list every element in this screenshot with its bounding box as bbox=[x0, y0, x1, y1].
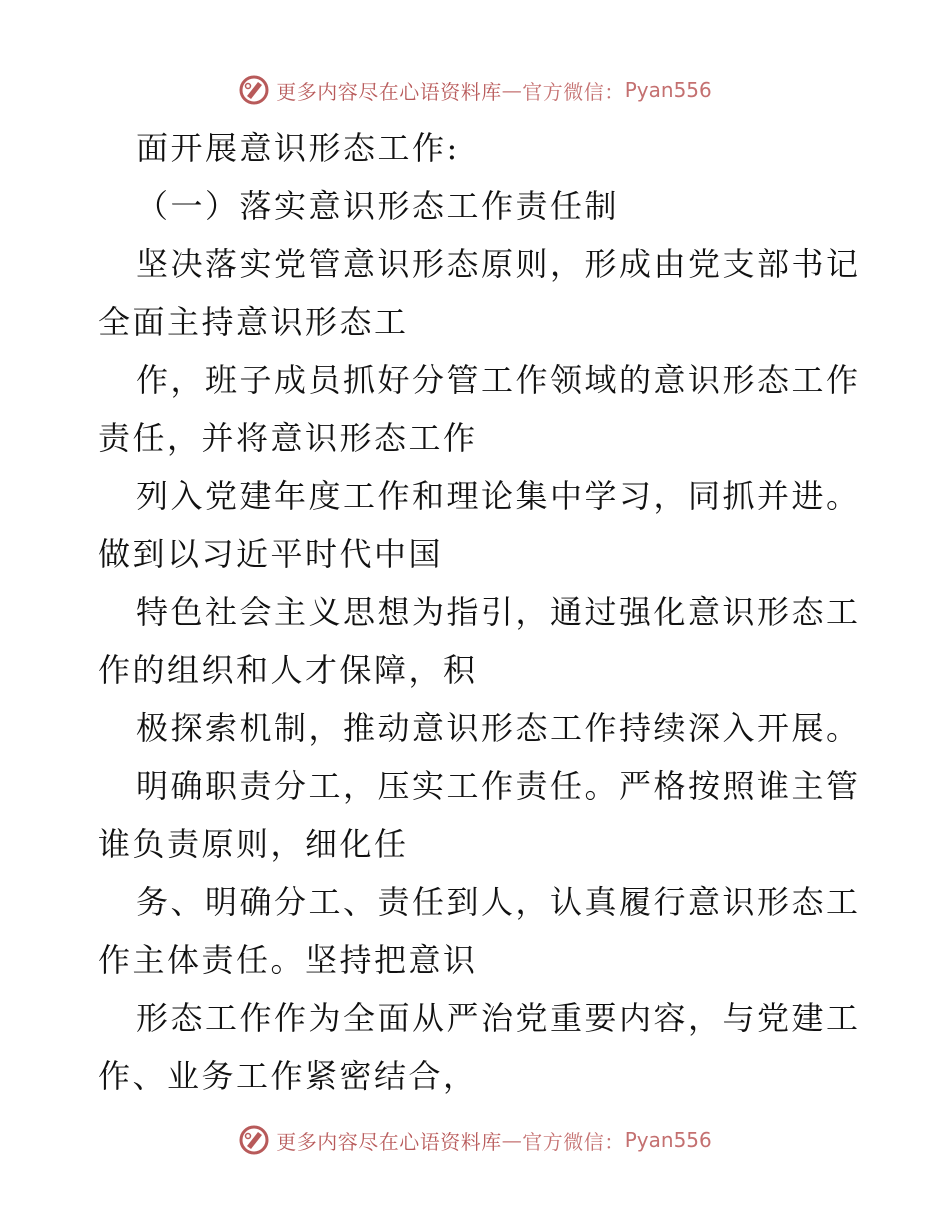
text-line: 作的组织和人才保障，积 bbox=[98, 651, 478, 689]
text-line: 务、明确分工、责任到人，认真履行意识形态工 bbox=[136, 883, 861, 921]
header-watermark bbox=[0, 70, 950, 110]
text-line: 列入党建年度工作和理论集中学习，同抓并进。 bbox=[136, 477, 861, 515]
text-line: 谁负责原则，细化任 bbox=[98, 825, 409, 863]
text-line: 极探索机制，推动意识形态工作持续深入开展。 bbox=[136, 709, 861, 747]
brand-logo-icon bbox=[238, 74, 270, 106]
brand-logo-icon bbox=[238, 1124, 270, 1156]
text-line: 作、业务工作紧密结合， bbox=[98, 1057, 478, 1095]
text-line: 作，班子成员抓好分管工作领域的意识形态工作 bbox=[136, 361, 861, 399]
text-line: 作主体责任。坚持把意识 bbox=[98, 941, 478, 979]
text-line: 做到以习近平时代中国 bbox=[98, 535, 444, 573]
text-line: 责任，并将意识形态工作 bbox=[98, 419, 478, 457]
watermark-main-text: 更多内容尽在心语资料库 bbox=[276, 79, 502, 104]
text-line: 坚决落实党管意识形态原则，形成由党支部书记 bbox=[136, 245, 861, 283]
watermark-main-text: 更多内容尽在心语资料库 bbox=[276, 1129, 502, 1154]
watermark-wechat-id: Pyan556 bbox=[624, 1128, 712, 1152]
watermark-wechat-label: 官方微信： bbox=[522, 1129, 625, 1154]
text-line: 形态工作作为全面从严治党重要内容，与党建工 bbox=[136, 999, 861, 1037]
text-line: （一）落实意识形态工作责任制 bbox=[136, 187, 620, 225]
footer-watermark bbox=[0, 1120, 950, 1160]
text-line: 明确职责分工，压实工作责任。严格按照谁主管 bbox=[136, 767, 861, 805]
watermark-wechat-id: Pyan556 bbox=[624, 78, 712, 102]
watermark-separator: — bbox=[501, 78, 523, 102]
watermark-separator: — bbox=[501, 1128, 523, 1152]
text-line: 特色社会主义思想为指引，通过强化意识形态工 bbox=[136, 593, 861, 631]
text-line: 全面主持意识形态工 bbox=[98, 303, 409, 341]
watermark-wechat-label: 官方微信： bbox=[522, 79, 625, 104]
text-line: 面开展意识形态工作: bbox=[136, 129, 460, 167]
